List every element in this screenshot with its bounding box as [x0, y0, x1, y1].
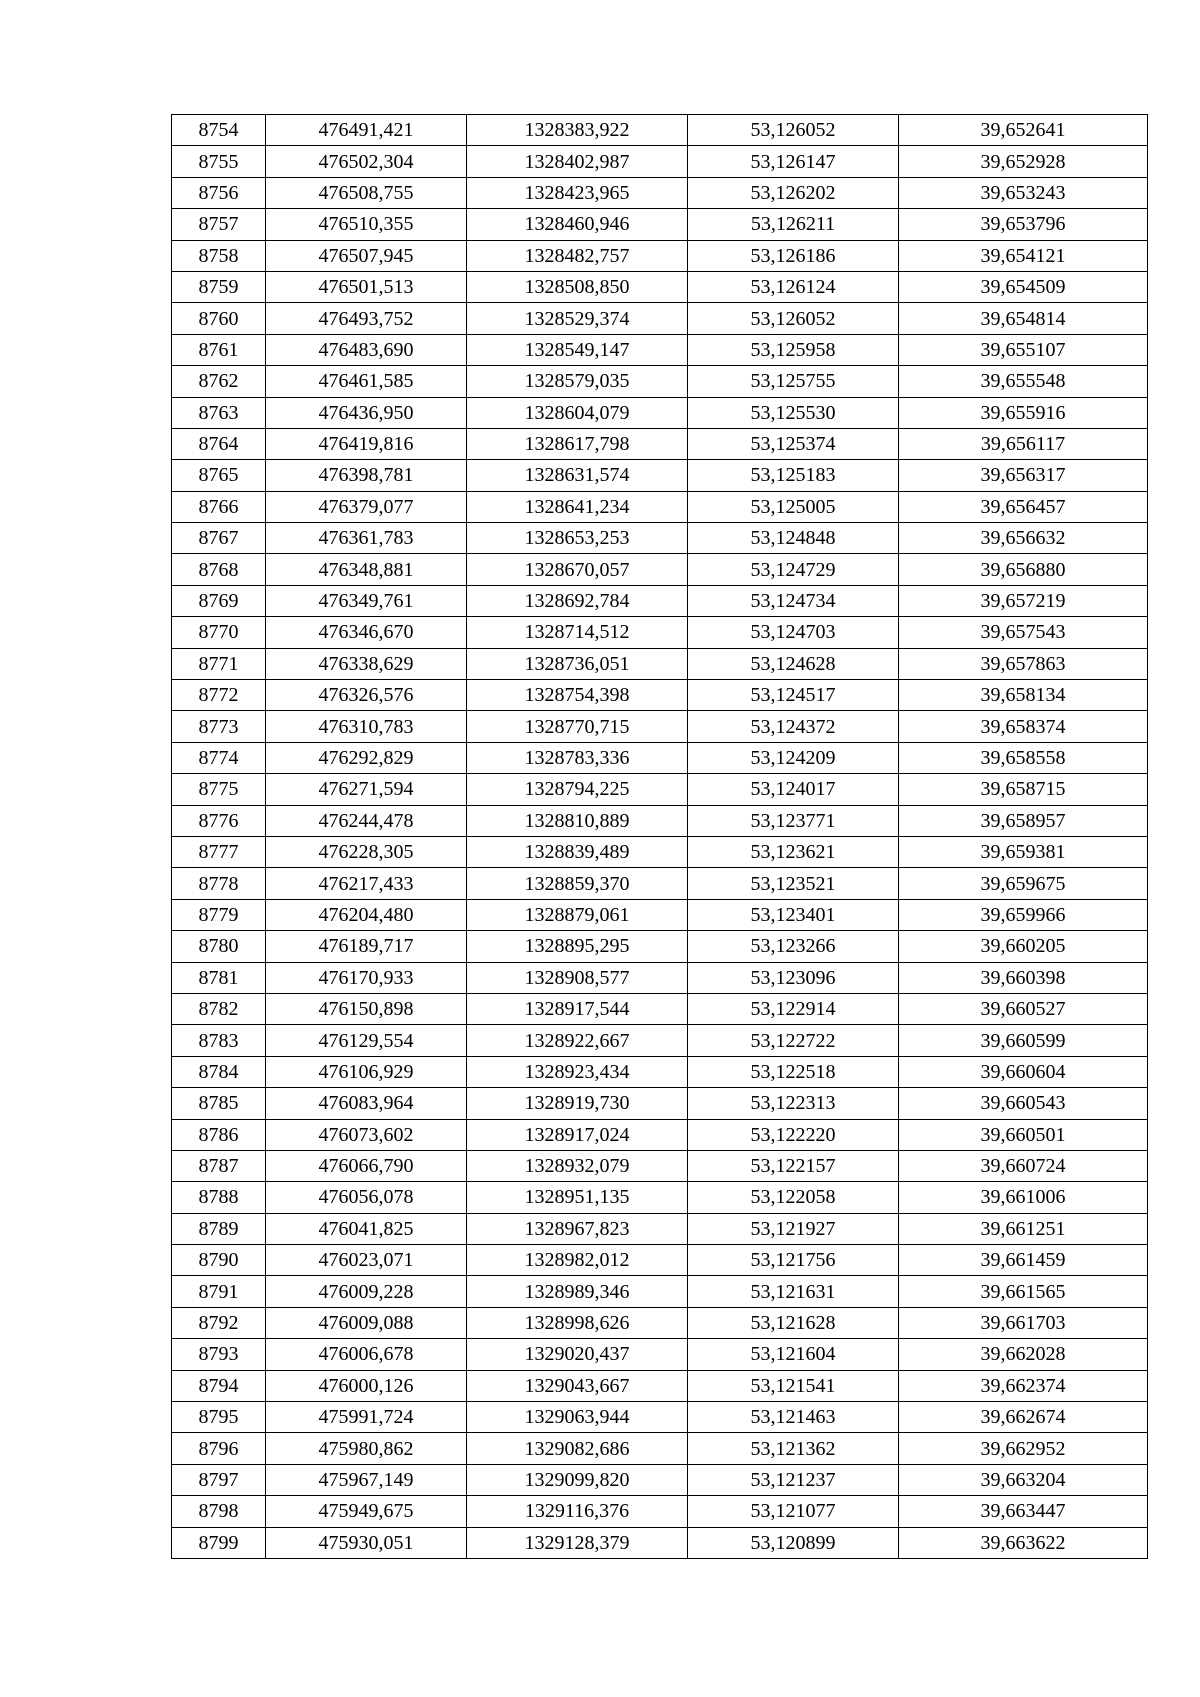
y-coordinate-cell: 1329043,667: [467, 1370, 688, 1401]
x-coordinate-cell: 476491,421: [266, 115, 467, 146]
point-number-cell: 8763: [172, 397, 266, 428]
y-coordinate-cell: 1328859,370: [467, 868, 688, 899]
x-coordinate-cell: 476292,829: [266, 742, 467, 773]
latitude-cell: 53,121927: [688, 1213, 899, 1244]
table-row: [172, 617, 1148, 648]
latitude-cell: 53,122220: [688, 1119, 899, 1150]
y-coordinate-cell: 1329082,686: [467, 1433, 688, 1464]
y-coordinate-cell: 1328579,035: [467, 366, 688, 397]
latitude-cell: 53,126124: [688, 271, 899, 302]
latitude-cell: 53,121077: [688, 1496, 899, 1527]
y-coordinate-cell: 1328922,667: [467, 1025, 688, 1056]
latitude-cell: 53,125374: [688, 428, 899, 459]
latitude-cell: 53,126052: [688, 303, 899, 334]
longitude-cell: 39,663622: [899, 1527, 1148, 1558]
longitude-cell: 39,660543: [899, 1088, 1148, 1119]
latitude-cell: 53,120899: [688, 1527, 899, 1558]
latitude-cell: 53,123096: [688, 962, 899, 993]
table-row: [172, 648, 1148, 679]
latitude-cell: 53,122518: [688, 1056, 899, 1087]
longitude-cell: 39,658957: [899, 805, 1148, 836]
x-coordinate-cell: 476502,304: [266, 146, 467, 177]
latitude-cell: 53,124628: [688, 648, 899, 679]
table-row: [172, 303, 1148, 334]
table-row: [172, 240, 1148, 271]
x-coordinate-cell: 476398,781: [266, 460, 467, 491]
longitude-cell: 39,656880: [899, 554, 1148, 585]
latitude-cell: 53,124734: [688, 585, 899, 616]
point-number-cell: 8777: [172, 836, 266, 867]
table-row: [172, 1370, 1148, 1401]
y-coordinate-cell: 1328482,757: [467, 240, 688, 271]
table-row: [172, 460, 1148, 491]
longitude-cell: 39,653243: [899, 177, 1148, 208]
latitude-cell: 53,122722: [688, 1025, 899, 1056]
longitude-cell: 39,660599: [899, 1025, 1148, 1056]
y-coordinate-cell: 1328670,057: [467, 554, 688, 585]
x-coordinate-cell: 476310,783: [266, 711, 467, 742]
x-coordinate-cell: 476228,305: [266, 836, 467, 867]
y-coordinate-cell: 1328383,922: [467, 115, 688, 146]
longitude-cell: 39,660724: [899, 1150, 1148, 1181]
y-coordinate-cell: 1328770,715: [467, 711, 688, 742]
longitude-cell: 39,655107: [899, 334, 1148, 365]
x-coordinate-cell: 476508,755: [266, 177, 467, 208]
point-number-cell: 8779: [172, 899, 266, 930]
point-number-cell: 8764: [172, 428, 266, 459]
table-row: [172, 1433, 1148, 1464]
point-number-cell: 8783: [172, 1025, 266, 1056]
table-row: [172, 899, 1148, 930]
point-number-cell: 8766: [172, 491, 266, 522]
table-row: [172, 177, 1148, 208]
y-coordinate-cell: 1328810,889: [467, 805, 688, 836]
x-coordinate-cell: 476056,078: [266, 1182, 467, 1213]
y-coordinate-cell: 1328508,850: [467, 271, 688, 302]
longitude-cell: 39,661251: [899, 1213, 1148, 1244]
longitude-cell: 39,657543: [899, 617, 1148, 648]
table-row: [172, 1182, 1148, 1213]
point-number-cell: 8791: [172, 1276, 266, 1307]
table-row: [172, 711, 1148, 742]
x-coordinate-cell: 476436,950: [266, 397, 467, 428]
latitude-cell: 53,121541: [688, 1370, 899, 1401]
x-coordinate-cell: 476009,228: [266, 1276, 467, 1307]
x-coordinate-cell: 476150,898: [266, 993, 467, 1024]
point-number-cell: 8780: [172, 931, 266, 962]
point-number-cell: 8760: [172, 303, 266, 334]
x-coordinate-cell: 476006,678: [266, 1339, 467, 1370]
x-coordinate-cell: 476023,071: [266, 1245, 467, 1276]
x-coordinate-cell: 475949,675: [266, 1496, 467, 1527]
point-number-cell: 8782: [172, 993, 266, 1024]
point-number-cell: 8762: [172, 366, 266, 397]
y-coordinate-cell: 1329099,820: [467, 1464, 688, 1495]
point-number-cell: 8776: [172, 805, 266, 836]
y-coordinate-cell: 1328879,061: [467, 899, 688, 930]
x-coordinate-cell: 476217,433: [266, 868, 467, 899]
y-coordinate-cell: 1328923,434: [467, 1056, 688, 1087]
latitude-cell: 53,121604: [688, 1339, 899, 1370]
longitude-cell: 39,652641: [899, 115, 1148, 146]
point-number-cell: 8796: [172, 1433, 266, 1464]
x-coordinate-cell: 476379,077: [266, 491, 467, 522]
y-coordinate-cell: 1328917,024: [467, 1119, 688, 1150]
y-coordinate-cell: 1328754,398: [467, 680, 688, 711]
latitude-cell: 53,122914: [688, 993, 899, 1024]
point-number-cell: 8761: [172, 334, 266, 365]
x-coordinate-cell: 476493,752: [266, 303, 467, 334]
y-coordinate-cell: 1328402,987: [467, 146, 688, 177]
point-number-cell: 8765: [172, 460, 266, 491]
point-number-cell: 8768: [172, 554, 266, 585]
table-row: [172, 1339, 1148, 1370]
table-row: [172, 742, 1148, 773]
y-coordinate-cell: 1328919,730: [467, 1088, 688, 1119]
latitude-cell: 53,121362: [688, 1433, 899, 1464]
longitude-cell: 39,654121: [899, 240, 1148, 271]
table-row: [172, 1496, 1148, 1527]
point-number-cell: 8771: [172, 648, 266, 679]
point-number-cell: 8790: [172, 1245, 266, 1276]
table-row: [172, 491, 1148, 522]
table-row: [172, 428, 1148, 459]
x-coordinate-cell: 476066,790: [266, 1150, 467, 1181]
x-coordinate-cell: 475930,051: [266, 1527, 467, 1558]
latitude-cell: 53,121628: [688, 1307, 899, 1338]
latitude-cell: 53,122058: [688, 1182, 899, 1213]
longitude-cell: 39,657219: [899, 585, 1148, 616]
latitude-cell: 53,124017: [688, 774, 899, 805]
table-row: [172, 1025, 1148, 1056]
latitude-cell: 53,122157: [688, 1150, 899, 1181]
latitude-cell: 53,121237: [688, 1464, 899, 1495]
longitude-cell: 39,652928: [899, 146, 1148, 177]
table-row: [172, 115, 1148, 146]
point-number-cell: 8799: [172, 1527, 266, 1558]
point-number-cell: 8774: [172, 742, 266, 773]
x-coordinate-cell: 476189,717: [266, 931, 467, 962]
point-number-cell: 8785: [172, 1088, 266, 1119]
longitude-cell: 39,660527: [899, 993, 1148, 1024]
longitude-cell: 39,653796: [899, 209, 1148, 240]
table-row: [172, 1245, 1148, 1276]
y-coordinate-cell: 1328908,577: [467, 962, 688, 993]
latitude-cell: 53,126211: [688, 209, 899, 240]
table-row: [172, 931, 1148, 962]
longitude-cell: 39,660398: [899, 962, 1148, 993]
longitude-cell: 39,659675: [899, 868, 1148, 899]
longitude-cell: 39,658374: [899, 711, 1148, 742]
point-number-cell: 8798: [172, 1496, 266, 1527]
longitude-cell: 39,658134: [899, 680, 1148, 711]
table-row: [172, 1213, 1148, 1244]
table-row: [172, 271, 1148, 302]
latitude-cell: 53,125005: [688, 491, 899, 522]
point-number-cell: 8792: [172, 1307, 266, 1338]
x-coordinate-cell: 475967,149: [266, 1464, 467, 1495]
longitude-cell: 39,661565: [899, 1276, 1148, 1307]
point-number-cell: 8789: [172, 1213, 266, 1244]
x-coordinate-cell: 476129,554: [266, 1025, 467, 1056]
point-number-cell: 8787: [172, 1150, 266, 1181]
longitude-cell: 39,662374: [899, 1370, 1148, 1401]
x-coordinate-cell: 475980,862: [266, 1433, 467, 1464]
point-number-cell: 8778: [172, 868, 266, 899]
longitude-cell: 39,660604: [899, 1056, 1148, 1087]
y-coordinate-cell: 1328736,051: [467, 648, 688, 679]
table-row: [172, 868, 1148, 899]
y-coordinate-cell: 1329063,944: [467, 1402, 688, 1433]
point-number-cell: 8769: [172, 585, 266, 616]
y-coordinate-cell: 1328549,147: [467, 334, 688, 365]
longitude-cell: 39,661703: [899, 1307, 1148, 1338]
table-row: [172, 805, 1148, 836]
table-row: [172, 993, 1148, 1024]
latitude-cell: 53,124848: [688, 523, 899, 554]
longitude-cell: 39,663204: [899, 1464, 1148, 1495]
latitude-cell: 53,124209: [688, 742, 899, 773]
y-coordinate-cell: 1328653,253: [467, 523, 688, 554]
latitude-cell: 53,123521: [688, 868, 899, 899]
longitude-cell: 39,656317: [899, 460, 1148, 491]
latitude-cell: 53,126202: [688, 177, 899, 208]
table-row: [172, 962, 1148, 993]
x-coordinate-cell: 476510,355: [266, 209, 467, 240]
table-row: [172, 1150, 1148, 1181]
y-coordinate-cell: 1329116,376: [467, 1496, 688, 1527]
point-number-cell: 8757: [172, 209, 266, 240]
table-row: [172, 397, 1148, 428]
x-coordinate-cell: 476106,929: [266, 1056, 467, 1087]
y-coordinate-cell: 1328967,823: [467, 1213, 688, 1244]
y-coordinate-cell: 1328692,784: [467, 585, 688, 616]
y-coordinate-cell: 1329128,379: [467, 1527, 688, 1558]
y-coordinate-cell: 1328839,489: [467, 836, 688, 867]
point-number-cell: 8784: [172, 1056, 266, 1087]
y-coordinate-cell: 1328460,946: [467, 209, 688, 240]
table-row: [172, 1402, 1148, 1433]
latitude-cell: 53,121463: [688, 1402, 899, 1433]
longitude-cell: 39,662028: [899, 1339, 1148, 1370]
latitude-cell: 53,125530: [688, 397, 899, 428]
x-coordinate-cell: 476349,761: [266, 585, 467, 616]
y-coordinate-cell: 1329020,437: [467, 1339, 688, 1370]
point-number-cell: 8754: [172, 115, 266, 146]
table-row: [172, 1119, 1148, 1150]
y-coordinate-cell: 1328423,965: [467, 177, 688, 208]
point-number-cell: 8795: [172, 1402, 266, 1433]
x-coordinate-cell: 476348,881: [266, 554, 467, 585]
point-number-cell: 8755: [172, 146, 266, 177]
coordinate-table-body: [172, 115, 1148, 1559]
table-row: [172, 774, 1148, 805]
y-coordinate-cell: 1328989,346: [467, 1276, 688, 1307]
y-coordinate-cell: 1328529,374: [467, 303, 688, 334]
y-coordinate-cell: 1328917,544: [467, 993, 688, 1024]
longitude-cell: 39,656632: [899, 523, 1148, 554]
y-coordinate-cell: 1328982,012: [467, 1245, 688, 1276]
longitude-cell: 39,658558: [899, 742, 1148, 773]
latitude-cell: 53,124372: [688, 711, 899, 742]
x-coordinate-cell: 476000,126: [266, 1370, 467, 1401]
latitude-cell: 53,121756: [688, 1245, 899, 1276]
latitude-cell: 53,125958: [688, 334, 899, 365]
y-coordinate-cell: 1328617,798: [467, 428, 688, 459]
longitude-cell: 39,663447: [899, 1496, 1148, 1527]
point-number-cell: 8788: [172, 1182, 266, 1213]
point-number-cell: 8775: [172, 774, 266, 805]
x-coordinate-cell: 476041,825: [266, 1213, 467, 1244]
y-coordinate-cell: 1328604,079: [467, 397, 688, 428]
coordinate-table: [171, 114, 1148, 1559]
point-number-cell: 8759: [172, 271, 266, 302]
x-coordinate-cell: 476483,690: [266, 334, 467, 365]
latitude-cell: 53,126052: [688, 115, 899, 146]
x-coordinate-cell: 476501,513: [266, 271, 467, 302]
longitude-cell: 39,656457: [899, 491, 1148, 522]
latitude-cell: 53,126186: [688, 240, 899, 271]
point-number-cell: 8773: [172, 711, 266, 742]
longitude-cell: 39,660501: [899, 1119, 1148, 1150]
x-coordinate-cell: 476361,783: [266, 523, 467, 554]
longitude-cell: 39,658715: [899, 774, 1148, 805]
x-coordinate-cell: 476326,576: [266, 680, 467, 711]
table-row: [172, 1307, 1148, 1338]
x-coordinate-cell: 476507,945: [266, 240, 467, 271]
latitude-cell: 53,123621: [688, 836, 899, 867]
point-number-cell: 8781: [172, 962, 266, 993]
x-coordinate-cell: 476461,585: [266, 366, 467, 397]
y-coordinate-cell: 1328631,574: [467, 460, 688, 491]
table-row: [172, 585, 1148, 616]
table-row: [172, 680, 1148, 711]
table-row: [172, 366, 1148, 397]
y-coordinate-cell: 1328998,626: [467, 1307, 688, 1338]
longitude-cell: 39,659966: [899, 899, 1148, 930]
longitude-cell: 39,655916: [899, 397, 1148, 428]
y-coordinate-cell: 1328783,336: [467, 742, 688, 773]
point-number-cell: 8794: [172, 1370, 266, 1401]
y-coordinate-cell: 1328895,295: [467, 931, 688, 962]
table-row: [172, 334, 1148, 365]
point-number-cell: 8786: [172, 1119, 266, 1150]
table-row: [172, 146, 1148, 177]
point-number-cell: 8793: [172, 1339, 266, 1370]
x-coordinate-cell: 476244,478: [266, 805, 467, 836]
point-number-cell: 8770: [172, 617, 266, 648]
latitude-cell: 53,124517: [688, 680, 899, 711]
table-row: [172, 1276, 1148, 1307]
latitude-cell: 53,122313: [688, 1088, 899, 1119]
latitude-cell: 53,126147: [688, 146, 899, 177]
table-row: [172, 1088, 1148, 1119]
point-number-cell: 8758: [172, 240, 266, 271]
y-coordinate-cell: 1328714,512: [467, 617, 688, 648]
table-row: [172, 209, 1148, 240]
latitude-cell: 53,124729: [688, 554, 899, 585]
x-coordinate-cell: 476204,480: [266, 899, 467, 930]
table-row: [172, 1527, 1148, 1558]
latitude-cell: 53,123771: [688, 805, 899, 836]
table-row: [172, 836, 1148, 867]
table-row: [172, 1056, 1148, 1087]
latitude-cell: 53,123266: [688, 931, 899, 962]
longitude-cell: 39,654509: [899, 271, 1148, 302]
y-coordinate-cell: 1328932,079: [467, 1150, 688, 1181]
x-coordinate-cell: 476271,594: [266, 774, 467, 805]
x-coordinate-cell: 476346,670: [266, 617, 467, 648]
longitude-cell: 39,661459: [899, 1245, 1148, 1276]
y-coordinate-cell: 1328641,234: [467, 491, 688, 522]
x-coordinate-cell: 475991,724: [266, 1402, 467, 1433]
longitude-cell: 39,661006: [899, 1182, 1148, 1213]
longitude-cell: 39,662952: [899, 1433, 1148, 1464]
point-number-cell: 8756: [172, 177, 266, 208]
latitude-cell: 53,124703: [688, 617, 899, 648]
latitude-cell: 53,123401: [688, 899, 899, 930]
y-coordinate-cell: 1328951,135: [467, 1182, 688, 1213]
longitude-cell: 39,659381: [899, 836, 1148, 867]
x-coordinate-cell: 476009,088: [266, 1307, 467, 1338]
latitude-cell: 53,125755: [688, 366, 899, 397]
latitude-cell: 53,121631: [688, 1276, 899, 1307]
longitude-cell: 39,662674: [899, 1402, 1148, 1433]
x-coordinate-cell: 476083,964: [266, 1088, 467, 1119]
y-coordinate-cell: 1328794,225: [467, 774, 688, 805]
longitude-cell: 39,660205: [899, 931, 1148, 962]
x-coordinate-cell: 476073,602: [266, 1119, 467, 1150]
point-number-cell: 8772: [172, 680, 266, 711]
table-row: [172, 554, 1148, 585]
longitude-cell: 39,657863: [899, 648, 1148, 679]
point-number-cell: 8797: [172, 1464, 266, 1495]
x-coordinate-cell: 476419,816: [266, 428, 467, 459]
latitude-cell: 53,125183: [688, 460, 899, 491]
table-row: [172, 1464, 1148, 1495]
x-coordinate-cell: 476338,629: [266, 648, 467, 679]
table-row: [172, 523, 1148, 554]
point-number-cell: 8767: [172, 523, 266, 554]
longitude-cell: 39,656117: [899, 428, 1148, 459]
longitude-cell: 39,655548: [899, 366, 1148, 397]
longitude-cell: 39,654814: [899, 303, 1148, 334]
x-coordinate-cell: 476170,933: [266, 962, 467, 993]
